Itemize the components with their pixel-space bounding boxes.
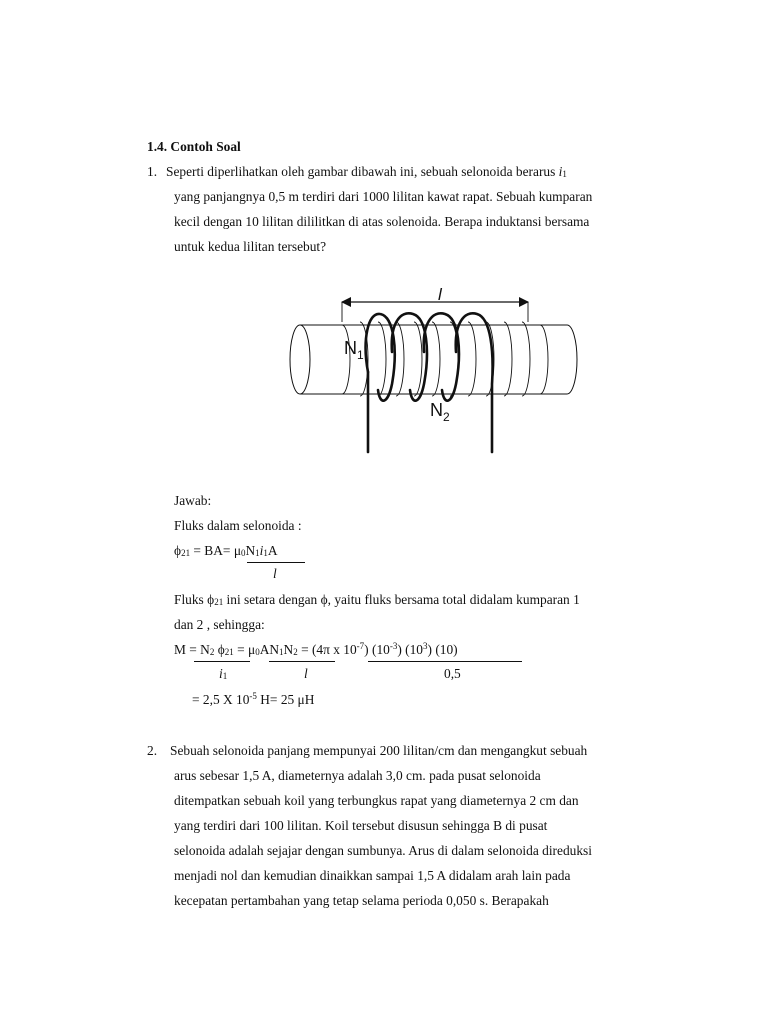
denominator-0-5: 0,5	[444, 666, 461, 681]
answer-label: Jawab:	[174, 493, 212, 508]
flux-denominator: l	[273, 566, 277, 581]
denominator-i1: $i_1$	[219, 666, 228, 681]
problem-1-number: 1.	[147, 164, 158, 179]
cylinder-right-end	[567, 325, 577, 394]
problem-1-line-1: Seperti diperlihatkan oleh gambar dibawah ini, sebuah selonoida berarus $i_1$	[166, 164, 567, 179]
flux-paragraph-line-1: Fluks $\phi_{21}$ ini setara dengan ϕ, yaitu fluks bersama total didalam kumparan 1	[174, 592, 580, 607]
section-heading: 1.4. Contoh Soal	[147, 139, 241, 154]
n2-label: $N_2$	[430, 400, 450, 424]
problem-2-line-7: kecepatan pertambahan yang tetap selama perioda 0,050 s. Berapakah	[174, 893, 549, 908]
flux-title: Fluks dalam selonoida :	[174, 518, 302, 533]
problem-2-line-4: yang terdiri dari 100 lilitan. Koil tersebut disusun sehingga B di pusat	[174, 818, 548, 833]
fraction-bar	[247, 562, 305, 563]
fraction-bar	[368, 661, 522, 662]
problem-1-line-4: untuk kedua lilitan tersebut?	[174, 239, 327, 254]
problem-2-line-5: selonoida adalah sejajar dengan sumbunya. Arus di dalam selonoida direduksi	[174, 843, 592, 858]
problem-2-line-2: arus sebesar 1,5 A, diameternya adalah 3,0 cm. pada pusat selonoida	[174, 768, 541, 783]
flux-paragraph-line-2: dan 2 , sehingga:	[174, 617, 265, 632]
problem-1-line-3: kecil dengan 10 lilitan dililitkan di atas solenoida. Berapa induktansi bersama	[174, 214, 590, 229]
result-line: = 2,5 X $10^{-5}$ H= 25 μH	[192, 691, 315, 707]
fraction-bar	[194, 661, 250, 662]
denominator-l: l	[304, 666, 308, 681]
problem-1-line-2: yang panjangnya 0,5 m terdiri dari 1000 lilitan kawat rapat. Sebuah kumparan	[174, 189, 593, 204]
n1-label: $N_1$	[344, 338, 364, 362]
problem-2-line-1: Sebuah selonoida panjang mempunyai 200 lilitan/cm dan mengangkut sebuah	[170, 743, 588, 758]
cylinder-left-end	[290, 325, 310, 394]
fraction-bar	[269, 661, 335, 662]
solenoid-figure	[280, 280, 590, 460]
length-label: l	[438, 285, 442, 304]
problem-2-number: 2.	[147, 743, 158, 758]
problem-2-line-6: menjadi nol dan kemudian dinaikkan sampai 1,5 A didalam arah lain pada	[174, 868, 571, 883]
mutual-inductance-equation: $M = N_2$ $\phi_{21} = \mu_0AN_1N_2 = (4\pi$ x $10^{-7}$) $(10^{-3})$ $(10^3)$ (10)	[174, 641, 458, 657]
problem-2-line-3: ditempatkan sebuah koil yang terbungkus rapat yang diameternya 2 cm dan	[174, 793, 579, 808]
flux-equation: $\phi_{21} = BA= \mu_0N_1i_1A$	[174, 543, 278, 558]
